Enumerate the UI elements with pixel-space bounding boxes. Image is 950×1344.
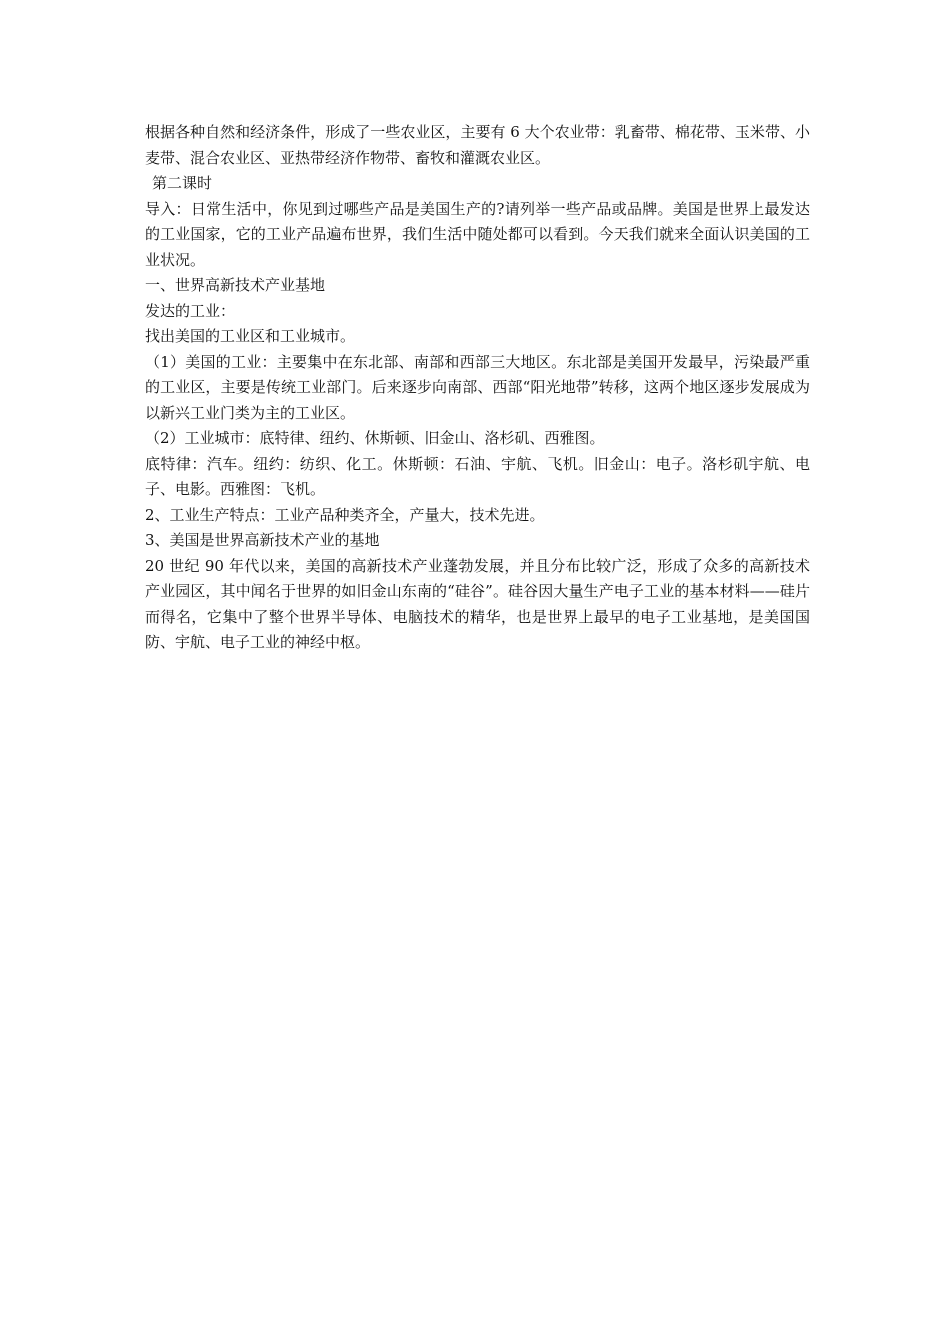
paragraph-developed-industry: 发达的工业： bbox=[145, 301, 236, 320]
heading-high-tech-base: 一、世界高新技术产业基地 bbox=[145, 276, 326, 294]
paragraph-introduction: 导入：日常生活中，你见到过哪些产品是美国生产的?请列举一些产品或品牌。美国是世界上最发达的工业国家，它的工业产品遍布世界，我们生活中随处都可以看到。今天我们就来全面认识美国的工业状况。 bbox=[145, 199, 810, 269]
heading-high-tech-industry-base: 3、美国是世界高新技术产业的基地 bbox=[145, 531, 380, 549]
section-heading-lesson-two: 第二课时 bbox=[152, 174, 213, 192]
paragraph-find-industrial-areas: 找出美国的工业区和工业城市。 bbox=[145, 327, 356, 345]
paragraph-silicon-valley: 20 世纪 90 年代以来，美国的高新技术产业蓬勃发展，并且分布比较广泛，形成了众多的高新技术产业园区，其中闻名于世界的如旧金山东南的“硅谷”。硅谷因大量生产电子工业的基本材料——硅片而得名，它集中了整个世界半导体、电脑技术的精华，也是世界上最早的电子工业基地，是美国国防、宇航、电子工业的神经中枢。 bbox=[145, 556, 810, 651]
paragraph-city-industries: 底特律：汽车。纽约：纺织、化工。休斯顿：石油、宇航、飞机。旧金山：电子。洛杉矶宇航、电子、电影。西雅图：飞机。 bbox=[145, 454, 810, 498]
document-body bbox=[145, 120, 810, 656]
paragraph-industrial-cities: （2）工业城市：底特律、纽约、休斯顿、旧金山、洛杉矶、西雅图。 bbox=[145, 429, 605, 447]
paragraph-agriculture-belts: 根据各种自然和经济条件，形成了一些农业区，主要有 6 大个农业带：乳畜带、棉花带、玉米带、小麦带、混合农业区、亚热带经济作物带、畜牧和灌溉农业区。 bbox=[145, 123, 810, 167]
paragraph-us-industry: （1）美国的工业：主要集中在东北部、南部和西部三大地区。东北部是美国开发最早，污染最严重的工业区，主要是传统工业部门。后来逐步向南部、西部“阳光地带”转移，这两个地区逐步发展成为以新兴工业门类为主的工业区。 bbox=[145, 352, 810, 422]
paragraph-production-features: 2、工业生产特点：工业产品种类齐全，产量大，技术先进。 bbox=[145, 505, 545, 524]
